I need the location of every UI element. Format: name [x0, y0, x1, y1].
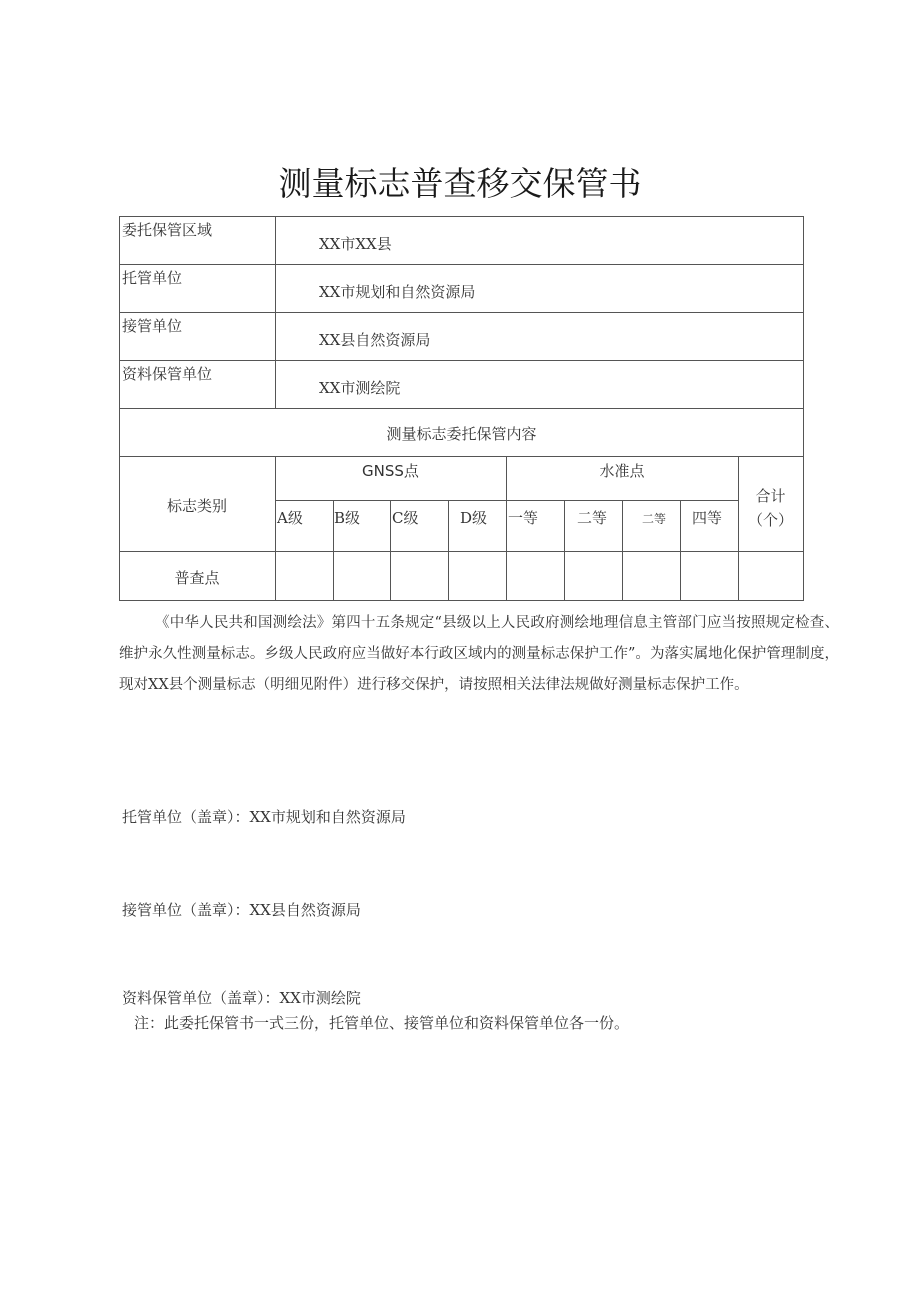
- custodian-signature: 托管单位（盖章）：XX市规划和自然资源局: [122, 808, 406, 826]
- total-unit: （个）: [747, 511, 793, 529]
- level-grade-2: 二等: [577, 509, 608, 527]
- table-rule: [119, 551, 804, 552]
- gnss-header: GNSS点: [362, 462, 419, 480]
- page-title: 测量标志普查移交保管书: [278, 164, 642, 203]
- table-rule: [448, 500, 449, 601]
- level-header: 水准点: [599, 462, 645, 480]
- table-rule: [803, 216, 804, 601]
- custodian-label: 托管单位: [122, 269, 183, 287]
- table-rule: [119, 216, 120, 601]
- total-header: 合计: [755, 487, 786, 505]
- table-rule: [390, 500, 391, 601]
- custodian-value: XX市规划和自然资源局: [319, 283, 476, 301]
- level-grade-3: 二等: [642, 512, 667, 526]
- table-rule: [275, 500, 738, 501]
- table-rule: [622, 500, 623, 601]
- level-grade-4: 四等: [692, 509, 723, 527]
- table-rule: [275, 216, 276, 408]
- archive-label: 资料保管单位: [122, 365, 213, 383]
- table-rule: [119, 360, 804, 361]
- table-rule: [564, 500, 565, 601]
- level-grade-1: 一等: [508, 509, 539, 527]
- gnss-level-a: A级: [277, 509, 303, 527]
- receiver-label: 接管单位: [122, 317, 183, 335]
- category-label: 标志类别: [166, 497, 227, 515]
- table-rule: [119, 264, 804, 265]
- table-rule: [119, 456, 804, 457]
- archive-value: XX市测绘院: [319, 379, 401, 397]
- receiver-signature: 接管单位（盖章）：XX县自然资源局: [122, 901, 361, 919]
- table-rule: [119, 408, 804, 409]
- table-rule: [119, 216, 804, 217]
- table-rule: [119, 600, 804, 601]
- region-value: XX市XX县: [319, 235, 392, 253]
- receiver-value: XX县自然资源局: [319, 331, 431, 349]
- survey-row-label: 普查点: [174, 569, 220, 587]
- gnss-level-b: B级: [334, 509, 361, 527]
- copies-note: 注：此委托保管书一式三份，托管单位、接管单位和资料保管单位各一份。: [134, 1014, 630, 1032]
- region-label: 委托保管区域: [122, 221, 213, 239]
- archive-signature: 资料保管单位（盖章）：XX市测绘院: [122, 989, 361, 1007]
- legal-paragraph: 《中华人民共和国测绘法》第四十五条规定“县级以上人民政府测绘地理信息主管部门应当按照规定检查、维护永久性测量标志。乡级人民政府应当做好本行政区域内的测量标志保护工作”。为落实属地化保护管理制度，现对XX县个测量标志（明细见附件）进行移交保护，请按照相关法律法规做好测量标志保护工作。: [119, 615, 839, 693]
- table-rule: [680, 500, 681, 601]
- table-rule: [119, 312, 804, 313]
- section-header: 测量标志委托保管内容: [386, 425, 537, 443]
- gnss-level-d: D级: [460, 509, 488, 527]
- gnss-level-c: C级: [392, 509, 419, 527]
